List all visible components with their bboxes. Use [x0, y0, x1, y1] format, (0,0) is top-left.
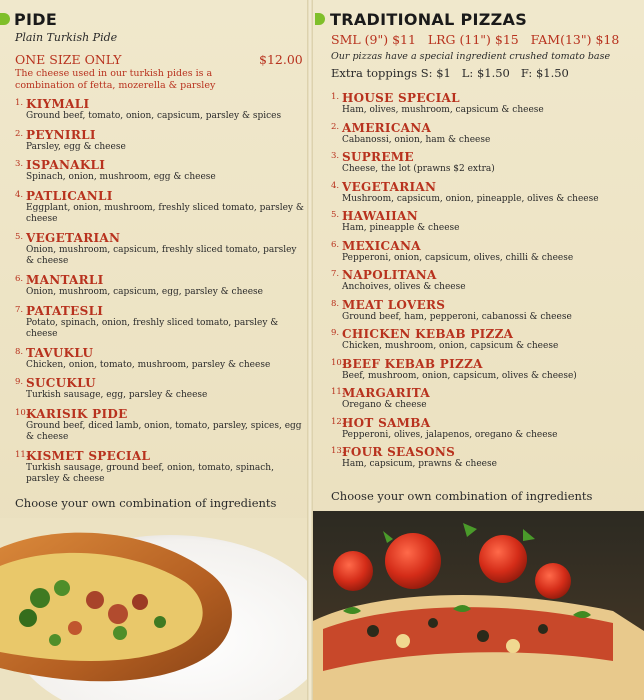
pide-item-name: KARISIK PIDE — [26, 406, 128, 421]
pizza-extras: Extra toppings S: $1 L: $1.50 F: $1.50 — [331, 66, 569, 80]
pide-item-number: 4. — [15, 190, 24, 201]
pizza-note: Our pizzas have a special ingredient crushed tomato base — [331, 51, 611, 62]
pide-item-number: 5. — [15, 232, 24, 243]
pizza-item-list — [331, 91, 641, 475]
pide-item-description: Onion, mushroom, capsicum, egg, parsley & cheese — [26, 286, 263, 297]
pide-item-number: 3. — [15, 159, 24, 170]
pide-item-name: ISPANAKLI — [26, 158, 106, 173]
pizza-item-number: 11. — [331, 387, 345, 397]
pide-title: PIDE — [14, 10, 58, 29]
pide-item-number: 10. — [15, 407, 29, 418]
pizza-item-name: FOUR SEASONS — [342, 445, 456, 459]
pide-item — [15, 128, 305, 153]
pizza-item — [331, 445, 641, 470]
pide-item-name: PATLICANLI — [26, 189, 113, 204]
pide-item-number: 2. — [15, 128, 24, 139]
pide-item-number: 11. — [15, 449, 29, 460]
pide-item-name: PATATESLI — [26, 303, 104, 318]
pide-item-number: 9. — [15, 377, 24, 388]
pide-column — [0, 0, 307, 700]
pizza-item — [331, 386, 641, 411]
pide-item-description: Chicken, onion, tomato, mushroom, parsley & cheese — [26, 359, 271, 370]
pizza-item-number: 3. — [331, 151, 340, 161]
pide-size-label: ONE SIZE ONLY — [15, 52, 122, 67]
pizza-item-number: 5. — [331, 210, 340, 220]
pizza-item-description: Beef, mushroom, onion, capsicum, olives & cheese) — [342, 370, 577, 381]
pide-item-description: Turkish sausage, ground beef, onion, tomato, spinach, parsley & cheese — [26, 462, 274, 485]
pizza-item — [331, 150, 641, 175]
pizza-sizes: SML (9") $11 LRG (11") $15 FAM(13") $18 — [331, 32, 620, 47]
pide-item — [15, 449, 305, 485]
pide-choose-text: Choose your own combination of ingredients — [15, 496, 277, 510]
pizza-item-description: Cheese, the lot (prawns $2 extra) — [342, 164, 495, 174]
pide-item-description: Turkish sausage, egg, parsley & cheese — [26, 390, 208, 401]
pizza-item-description: Cabanossi, onion, ham & cheese — [342, 134, 491, 145]
pizza-item-number: 9. — [331, 328, 340, 338]
pizza-item-description: Ground beef, ham, pepperoni, cabanossi & cheese — [342, 311, 572, 322]
pizza-item-description: Chicken, mushroom, onion, capsicum & cheese — [342, 341, 559, 351]
pizza-item — [331, 416, 641, 441]
pide-dish-image — [0, 518, 307, 700]
pide-item — [15, 231, 305, 267]
pizza-item-number: 4. — [331, 180, 340, 191]
pide-item — [15, 304, 305, 340]
pizza-item-number: 12. — [331, 416, 345, 427]
pizza-item-number: 2. — [331, 121, 340, 132]
pizzas-title: TRADITIONAL PIZZAS — [330, 10, 528, 29]
pizza-item — [331, 268, 641, 293]
pide-item-description: Ground beef, diced lamb, onion, tomato, parsley, spices, egg & cheese — [26, 420, 302, 443]
pizza-item-description: Pepperoni, olives, jalapenos, oregano & cheese — [342, 429, 558, 440]
pizza-item-name: HOUSE SPECIAL — [342, 91, 460, 105]
pide-item-name: KISMET SPECIAL — [26, 448, 151, 463]
pizza-item-description: Oregano & cheese — [342, 400, 427, 410]
pide-subtitle: Plain Turkish Pide — [15, 31, 118, 44]
pide-item-name: SUCUKLU — [26, 376, 96, 391]
pizza-item — [331, 239, 641, 264]
pide-item — [15, 407, 305, 443]
pizza-dish-image — [313, 511, 644, 700]
pizza-item-number: 10. — [331, 357, 345, 368]
pide-item-description: Potato, spinach, onion, freshly sliced tomato, parsley & cheese — [26, 317, 279, 339]
pide-item — [15, 273, 305, 298]
pizza-item-description: Anchoives, olives & cheese — [342, 282, 466, 292]
pide-note: The cheese used in our turkish pides is a combination of fetta, mozerella & parsley — [15, 68, 216, 91]
pide-item-description: Parsley, egg & cheese — [26, 141, 126, 152]
pide-item-name: KIYMALI — [26, 97, 90, 111]
pide-item — [15, 376, 305, 401]
pizza-item-description: Ham, pineapple & cheese — [342, 223, 460, 233]
pizza-item-number: 13. — [331, 446, 345, 456]
pide-photo — [0, 518, 307, 700]
pide-item — [15, 346, 305, 371]
pizza-item — [331, 357, 641, 382]
pide-item-number: 6. — [15, 273, 24, 284]
pide-item-name: VEGETARIAN — [26, 231, 121, 246]
pizza-item — [331, 91, 641, 116]
pide-item-number: 7. — [15, 304, 24, 315]
pide-item-name: MANTARLI — [26, 272, 104, 287]
pizza-item-description: Mushroom, capsicum, onion, pineapple, olives & cheese — [342, 193, 599, 204]
pizza-item-name: HAWAIIAN — [342, 209, 418, 223]
pizza-item-name: AMERICANA — [342, 120, 432, 135]
pide-item-number: 1. — [15, 98, 24, 108]
pide-item-description: Onion, mushroom, capsicum, freshly sliced tomato, parsley & cheese — [26, 245, 297, 267]
pizza-item-number: 7. — [331, 269, 340, 279]
pizza-item-description: Ham, capsicum, prawns & cheese — [342, 459, 497, 469]
pizza-photo — [313, 511, 644, 700]
pizza-item-name: HOT SAMBA — [342, 415, 431, 430]
pide-item-name: PEYNIRLI — [26, 127, 96, 142]
pizza-item — [331, 209, 641, 234]
pide-item — [15, 158, 305, 183]
pizza-item-name: MEAT LOVERS — [342, 297, 446, 312]
pizza-item — [331, 298, 641, 323]
pizza-item-description: Pepperoni, onion, capsicum, olives, chilli & cheese — [342, 252, 574, 263]
pizza-item — [331, 327, 641, 352]
pizza-item-name: NAPOLITANA — [342, 268, 437, 282]
pizza-item-name: CHICKEN KEBAB PIZZA — [342, 327, 514, 341]
pizza-item-number: 1. — [331, 92, 340, 102]
pide-price: $12.00 — [259, 52, 303, 67]
pizza-item-name: VEGETARIAN — [342, 179, 437, 194]
pizza-item — [331, 121, 641, 146]
pizza-item — [331, 180, 641, 205]
pide-item — [15, 97, 305, 122]
pide-item-name: TAVUKLU — [26, 345, 94, 360]
pizza-item-name: MARGARITA — [342, 386, 430, 400]
pizza-item-name: MEXICANA — [342, 238, 421, 253]
pizza-item-number: 8. — [331, 298, 340, 309]
pide-item-number: 8. — [15, 346, 24, 357]
pizza-item-name: BEEF KEBAB PIZZA — [342, 356, 483, 371]
pide-item-description: Ground beef, tomato, onion, capsicum, parsley & spices — [26, 111, 282, 121]
pide-item-description: Eggplant, onion, mushroom, freshly sliced tomato, parsley & cheese — [26, 203, 304, 225]
pide-item — [15, 189, 305, 225]
pizza-item-description: Ham, olives, mushroom, capsicum & cheese — [342, 105, 544, 115]
pide-item-list — [15, 97, 305, 491]
pizza-item-number: 6. — [331, 239, 340, 250]
pide-item-description: Spinach, onion, mushroom, egg & cheese — [26, 172, 216, 183]
pizza-column — [313, 0, 644, 700]
section-bullet-icon — [0, 13, 10, 25]
section-bullet-icon — [315, 13, 325, 25]
pizza-item-name: SUPREME — [342, 150, 414, 164]
pizza-choose-text: Choose your own combination of ingredients — [331, 489, 593, 503]
